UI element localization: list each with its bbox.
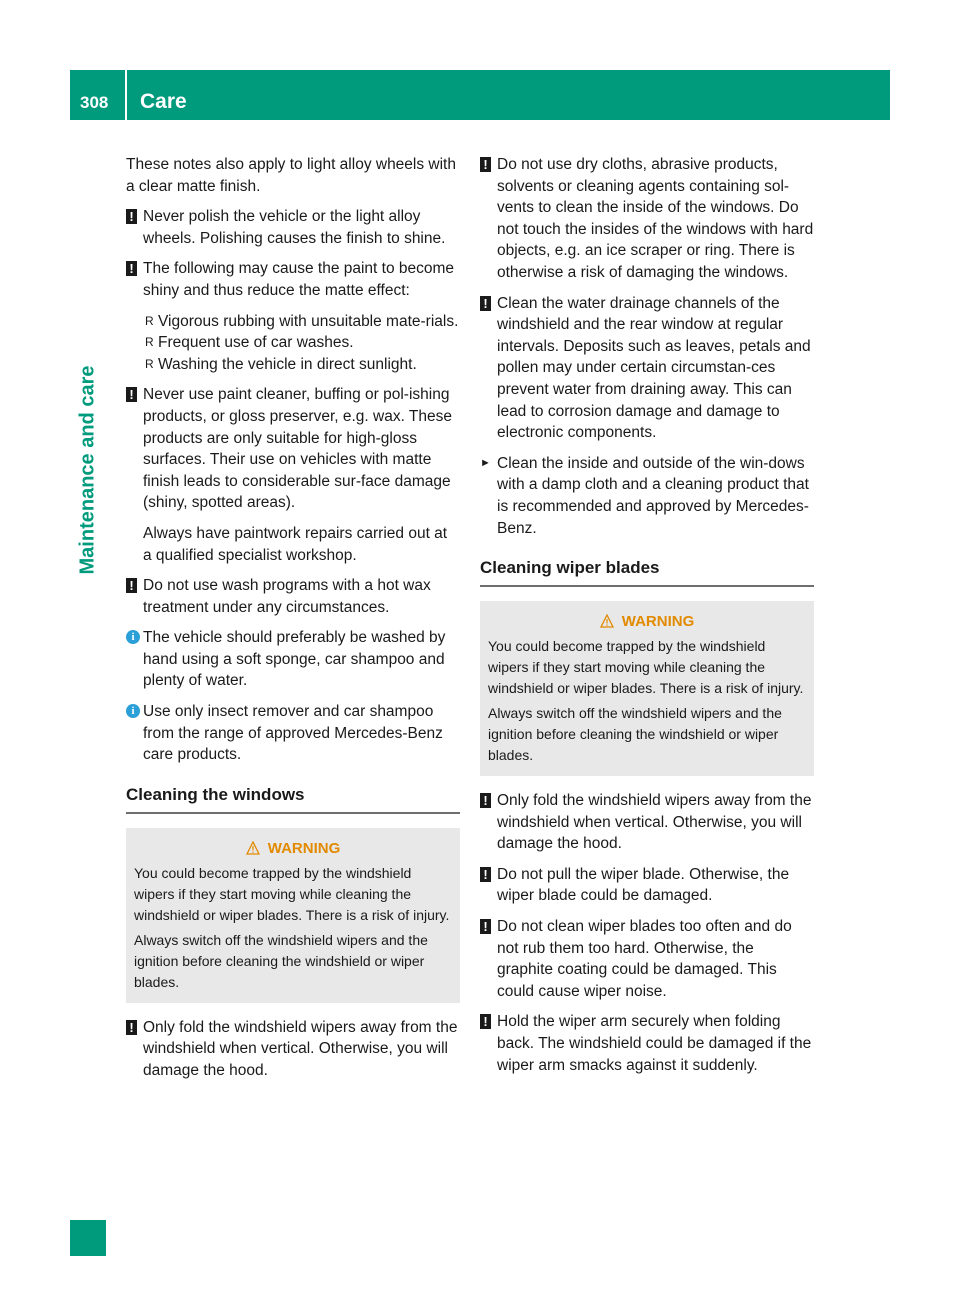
step-text: Clean the inside and outside of the win-dows with a damp cloth and a cleaning product that is recommended and approved by Mercedes-Benz. [497, 454, 809, 537]
warning-box [480, 601, 814, 776]
side-tab-marker [70, 1220, 106, 1256]
list-item-text: Washing the vehicle in direct sunlight. [158, 355, 417, 373]
warning-triangle-icon [246, 841, 260, 855]
note-block [126, 1017, 460, 1082]
note-text: Do not clean wiper blades too often and do not rub them too hard. Otherwise, the graphite coating could be damaged. This could cause wiper noise. [497, 918, 792, 1000]
section-title: Care [140, 90, 187, 113]
info-icon: i [126, 704, 140, 718]
exclamation-icon: ! [126, 1020, 137, 1035]
list-item [143, 354, 460, 376]
warning-title [134, 838, 452, 859]
section-heading: Cleaning wiper blades [480, 557, 814, 587]
note-text: Hold the wiper arm securely when folding back. The windshield could be damaged if the wiper arm smacks against it suddenly. [497, 1013, 812, 1074]
exclamation-icon: ! [480, 793, 491, 808]
note-text: Do not use wash programs with a hot wax treatment under any circumstances. [143, 577, 431, 616]
exclamation-icon: ! [126, 209, 137, 224]
exclamation-icon: ! [126, 387, 137, 402]
note-block [126, 575, 460, 618]
note-text: Never polish the vehicle or the light alloy wheels. Polishing causes the finish to shine. [143, 208, 446, 247]
warning-title-text: WARNING [621, 613, 695, 631]
arrow-right-icon: ► [480, 456, 491, 469]
exclamation-icon: ! [480, 867, 491, 882]
page-number: 308 [80, 93, 109, 112]
note-block [126, 258, 460, 375]
list-item-text: Frequent use of car washes. [158, 334, 354, 352]
bullet-icon: R [145, 356, 154, 371]
warning-text: You could become trapped by the windshield wipers if they start moving while cleaning the windshield or wiper blades. There is a risk of injury. [134, 864, 450, 923]
exclamation-icon: ! [126, 261, 137, 276]
header-divider [125, 70, 127, 120]
info-block [126, 701, 460, 766]
warning-text: Always switch off the windshield wipers and the ignition before cleaning the windshield or wiper blades. [488, 705, 782, 764]
instruction-step [480, 453, 814, 539]
warning-text: You could become trapped by the windshield wipers if they start moving while cleaning the windshield or wiper blades. There is a risk of injury. [488, 638, 804, 697]
exclamation-icon: ! [480, 1014, 491, 1029]
note-text: Clean the water drainage channels of the windshield and the rear window at regular intervals. Deposits such as leaves, petals and pollen may under certain circumstan-ces prevent water from draining away. This can lead to corrosion damage and damage to electronic components. [497, 294, 811, 442]
note-text: Only fold the windshield wipers away from the windshield when vertical. Otherwise, you will damage the hood. [497, 792, 812, 853]
exclamation-icon: ! [480, 919, 491, 934]
note-text: Never use paint cleaner, buffing or pol-ishing products, or gloss preserver, e.g. wax. These products are only suitable for high-gloss surfaces. Their use on vehicles with matte finish leads to considerable sur-face damage (shiny, spotted areas). [143, 386, 453, 512]
info-text: Use only insect remover and car shampoo from the range of approved Mercedes-Benz care products. [143, 703, 443, 764]
list-item [143, 311, 460, 333]
section-heading: Cleaning the windows [126, 784, 460, 814]
bullet-list [143, 311, 460, 376]
list-item [143, 332, 460, 354]
info-icon: i [126, 630, 140, 644]
note-block [126, 206, 460, 249]
right-column [480, 154, 814, 1085]
warning-triangle-icon [600, 614, 614, 628]
note-text: Only fold the windshield wipers away from the windshield when vertical. Otherwise, you will damage the hood. [143, 1018, 458, 1080]
note-block [480, 1011, 814, 1076]
note-text: Always have paintwork repairs carried out at a qualified specialist workshop. [143, 524, 448, 564]
info-text: The vehicle should preferably be washed by hand using a soft sponge, car shampoo and plenty of water. [143, 629, 446, 690]
info-block [126, 627, 460, 692]
warning-box [126, 828, 460, 1003]
bullet-icon: R [145, 335, 154, 350]
side-chapter-label: Maintenance and care [76, 365, 99, 575]
note-text: Do not pull the wiper blade. Otherwise, the wiper blade could be damaged. [497, 865, 790, 905]
header-band [70, 70, 890, 120]
warning-title [488, 611, 806, 632]
note-block [480, 790, 814, 855]
left-column [126, 154, 460, 1091]
warning-text: Always switch off the windshield wipers and the ignition before cleaning the windshield or wiper blades. [134, 931, 428, 990]
note-block [480, 293, 814, 444]
note-block [480, 916, 814, 1002]
note-text: The following may cause the paint to become shiny and thus reduce the matte effect: [143, 260, 455, 299]
intro-paragraph: These notes also apply to light alloy wheels with a clear matte finish. [126, 156, 456, 195]
exclamation-icon: ! [480, 296, 491, 311]
note-block [480, 864, 814, 907]
warning-title-text: WARNING [267, 839, 341, 857]
note-block [126, 384, 460, 566]
note-text: Do not use dry cloths, abrasive products, solvents or cleaning agents containing sol-vents to clean the inside of the windows. Do not touch the insides of the windows with hard objects, e.g. an ice scraper or ring. There is otherwise a risk of damaging the windows. [497, 156, 814, 281]
exclamation-icon: ! [480, 157, 491, 172]
list-item-text: Vigorous rubbing with unsuitable mate-rials. [158, 312, 459, 330]
bullet-icon: R [145, 313, 154, 328]
exclamation-icon: ! [126, 578, 137, 593]
note-block [480, 154, 814, 284]
